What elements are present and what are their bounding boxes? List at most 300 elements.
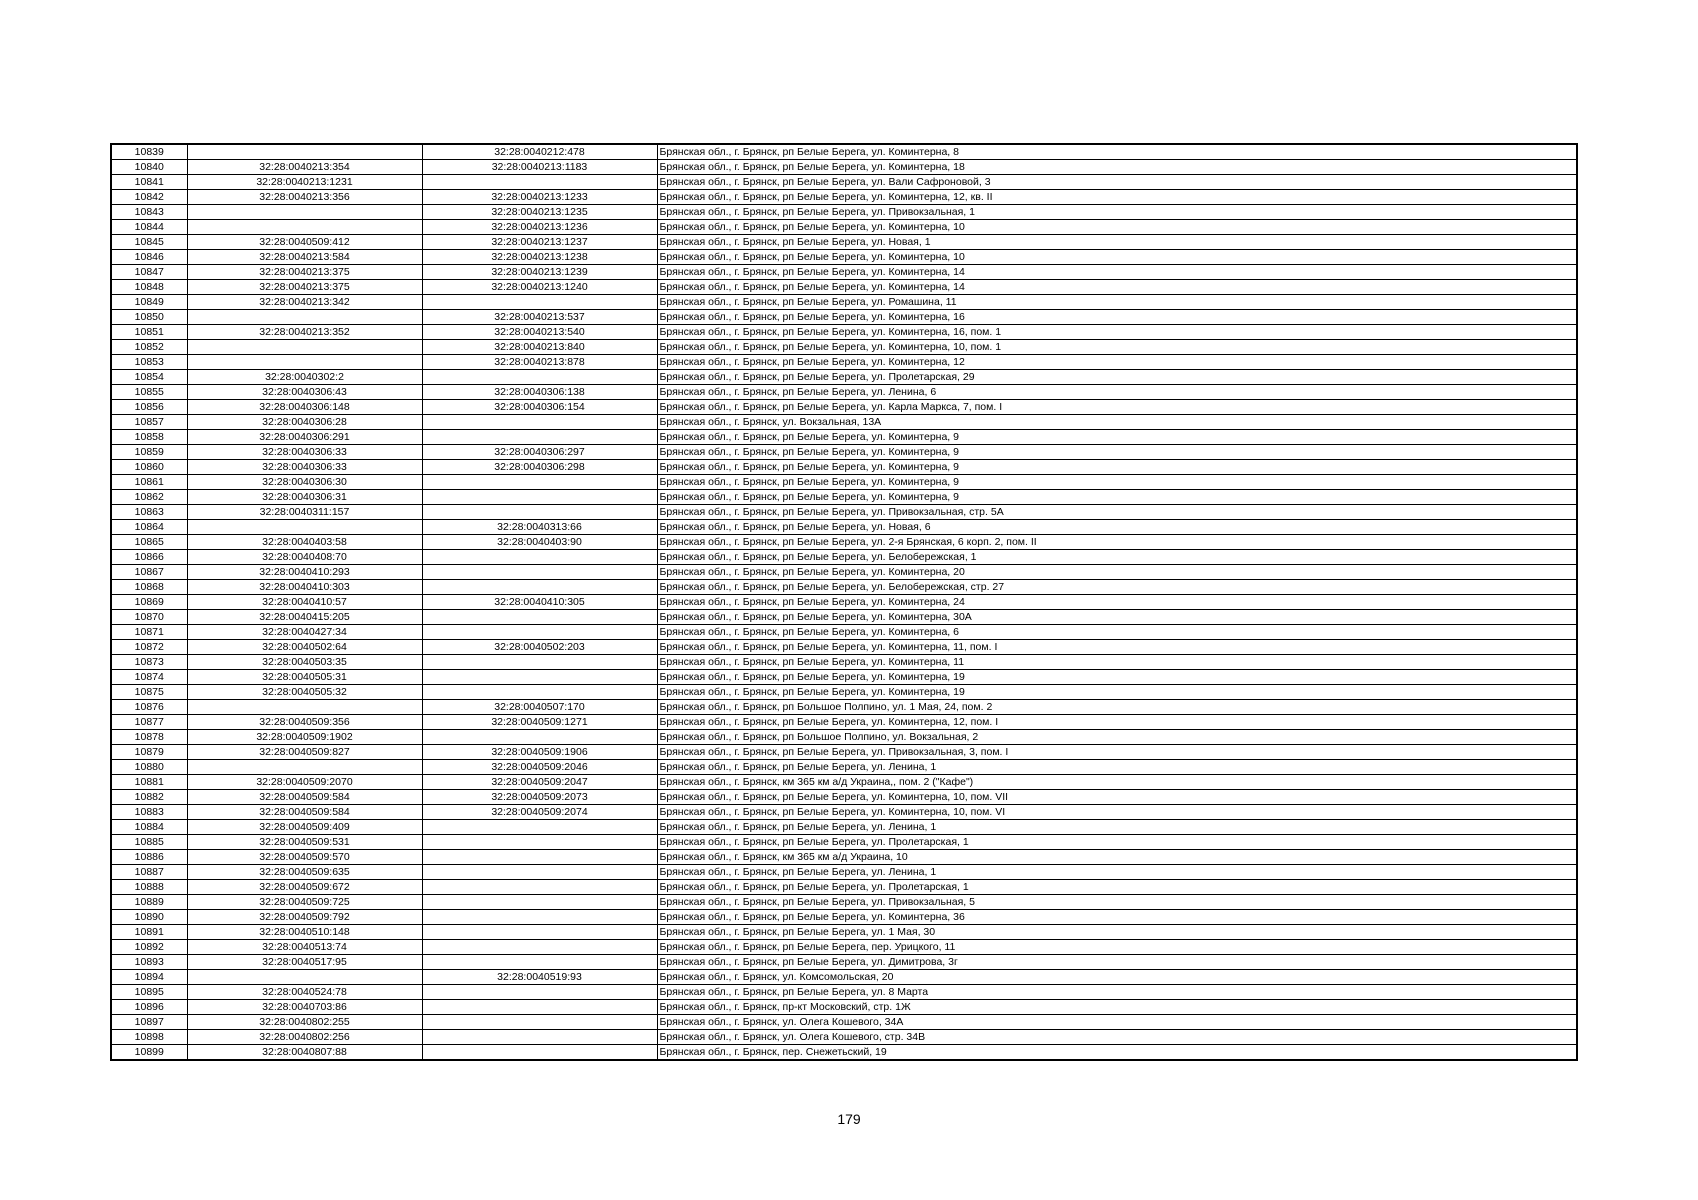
row-number-cell: 10886 bbox=[111, 850, 187, 865]
object-cadastral-number-cell: 32:28:0040509:1906 bbox=[422, 745, 657, 760]
address-cell: Брянская обл., г. Брянск, рп Белые Берега, ул. Коминтерна, 9 bbox=[657, 460, 1577, 475]
cadastral-number-cell: 32:28:0040807:88 bbox=[187, 1045, 422, 1061]
table-row bbox=[111, 595, 1577, 610]
address-cell: Брянская обл., г. Брянск, рп Белые Берега, ул. Коминтерна, 11, пом. I bbox=[657, 640, 1577, 655]
table-row bbox=[111, 535, 1577, 550]
table-row bbox=[111, 325, 1577, 340]
table-row bbox=[111, 580, 1577, 595]
address-cell: Брянская обл., г. Брянск, рп Белые Берега, ул. Коминтерна, 24 bbox=[657, 595, 1577, 610]
row-number-cell: 10899 bbox=[111, 1045, 187, 1061]
address-cell: Брянская обл., г. Брянск, рп Белые Берега, ул. Коминтерна, 20 bbox=[657, 565, 1577, 580]
object-cadastral-number-cell bbox=[422, 550, 657, 565]
cadastral-number-cell: 32:28:0040509:409 bbox=[187, 820, 422, 835]
table-row bbox=[111, 400, 1577, 415]
address-cell: Брянская обл., г. Брянск, ул. Олега Кошевого, стр. 34В bbox=[657, 1030, 1577, 1045]
object-cadastral-number-cell bbox=[422, 565, 657, 580]
row-number-cell: 10869 bbox=[111, 595, 187, 610]
table-row bbox=[111, 355, 1577, 370]
row-number-cell: 10882 bbox=[111, 790, 187, 805]
address-cell: Брянская обл., г. Брянск, рп Белые Берега, пер. Урицкого, 11 bbox=[657, 940, 1577, 955]
row-number-cell: 10850 bbox=[111, 310, 187, 325]
address-cell: Брянская обл., г. Брянск, рп Белые Берега, ул. Ленина, 1 bbox=[657, 820, 1577, 835]
row-number-cell: 10894 bbox=[111, 970, 187, 985]
cadastral-number-cell: 32:28:0040213:375 bbox=[187, 280, 422, 295]
object-cadastral-number-cell bbox=[422, 955, 657, 970]
object-cadastral-number-cell bbox=[422, 655, 657, 670]
object-cadastral-number-cell: 32:28:0040213:540 bbox=[422, 325, 657, 340]
table-row bbox=[111, 144, 1577, 160]
row-number-cell: 10885 bbox=[111, 835, 187, 850]
address-cell: Брянская обл., г. Брянск, рп Белые Берега, ул. Ленина, 1 bbox=[657, 760, 1577, 775]
object-cadastral-number-cell: 32:28:0040306:298 bbox=[422, 460, 657, 475]
object-cadastral-number-cell bbox=[422, 820, 657, 835]
address-cell: Брянская обл., г. Брянск, рп Белые Берега, ул. Коминтерна, 36 bbox=[657, 910, 1577, 925]
row-number-cell: 10853 bbox=[111, 355, 187, 370]
row-number-cell: 10858 bbox=[111, 430, 187, 445]
address-cell: Брянская обл., г. Брянск, км 365 км а/д Украина,, пом. 2 ("Кафе") bbox=[657, 775, 1577, 790]
address-cell: Брянская обл., г. Брянск, рп Белые Берега, ул. Пролетарская, 1 bbox=[657, 880, 1577, 895]
row-number-cell: 10855 bbox=[111, 385, 187, 400]
cadastral-number-cell bbox=[187, 970, 422, 985]
object-cadastral-number-cell: 32:28:0040410:305 bbox=[422, 595, 657, 610]
address-cell: Брянская обл., г. Брянск, пер. Снежетьский, 19 bbox=[657, 1045, 1577, 1061]
page-number: 179 bbox=[837, 1111, 861, 1127]
cadastral-number-cell: 32:28:0040510:148 bbox=[187, 925, 422, 940]
table-row bbox=[111, 565, 1577, 580]
object-cadastral-number-cell bbox=[422, 175, 657, 190]
cadastral-number-cell: 32:28:0040505:32 bbox=[187, 685, 422, 700]
object-cadastral-number-cell bbox=[422, 1030, 657, 1045]
table-row bbox=[111, 445, 1577, 460]
cadastral-number-cell: 32:28:0040509:672 bbox=[187, 880, 422, 895]
cadastral-number-cell bbox=[187, 520, 422, 535]
cadastral-number-cell bbox=[187, 700, 422, 715]
row-number-cell: 10843 bbox=[111, 205, 187, 220]
row-number-cell: 10848 bbox=[111, 280, 187, 295]
object-cadastral-number-cell bbox=[422, 985, 657, 1000]
table-row bbox=[111, 670, 1577, 685]
table-row bbox=[111, 310, 1577, 325]
address-cell: Брянская обл., г. Брянск, рп Белые Берега, ул. Коминтерна, 10, пом. 1 bbox=[657, 340, 1577, 355]
address-cell: Брянская обл., г. Брянск, рп Белые Берега, ул. Коминтерна, 18 bbox=[657, 160, 1577, 175]
cadastral-number-cell: 32:28:0040408:70 bbox=[187, 550, 422, 565]
object-cadastral-number-cell: 32:28:0040213:1183 bbox=[422, 160, 657, 175]
row-number-cell: 10884 bbox=[111, 820, 187, 835]
address-cell: Брянская обл., г. Брянск, рп Белые Берега, ул. Димитрова, 3г bbox=[657, 955, 1577, 970]
object-cadastral-number-cell bbox=[422, 295, 657, 310]
address-cell: Брянская обл., г. Брянск, км 365 км а/д Украина, 10 bbox=[657, 850, 1577, 865]
address-cell: Брянская обл., г. Брянск, рп Белые Берега, ул. Коминтерна, 9 bbox=[657, 430, 1577, 445]
table-row bbox=[111, 955, 1577, 970]
address-cell: Брянская обл., г. Брянск, рп Белые Берега, ул. Ромашина, 11 bbox=[657, 295, 1577, 310]
row-number-cell: 10887 bbox=[111, 865, 187, 880]
cadastral-number-cell: 32:28:0040517:95 bbox=[187, 955, 422, 970]
table-row bbox=[111, 175, 1577, 190]
row-number-cell: 10854 bbox=[111, 370, 187, 385]
object-cadastral-number-cell bbox=[422, 430, 657, 445]
cadastral-number-cell: 32:28:0040524:78 bbox=[187, 985, 422, 1000]
cadastral-number-cell: 32:28:0040802:256 bbox=[187, 1030, 422, 1045]
address-cell: Брянская обл., г. Брянск, пр-кт Московский, стр. 1Ж bbox=[657, 1000, 1577, 1015]
object-cadastral-number-cell bbox=[422, 880, 657, 895]
row-number-cell: 10896 bbox=[111, 1000, 187, 1015]
row-number-cell: 10872 bbox=[111, 640, 187, 655]
table-row bbox=[111, 985, 1577, 1000]
table-row bbox=[111, 685, 1577, 700]
cadastral-number-cell: 32:28:0040509:792 bbox=[187, 910, 422, 925]
row-number-cell: 10840 bbox=[111, 160, 187, 175]
cadastral-number-cell: 32:28:0040306:31 bbox=[187, 490, 422, 505]
object-cadastral-number-cell bbox=[422, 1000, 657, 1015]
row-number-cell: 10874 bbox=[111, 670, 187, 685]
row-number-cell: 10881 bbox=[111, 775, 187, 790]
cadastral-number-cell: 32:28:0040306:43 bbox=[187, 385, 422, 400]
cadastral-number-cell: 32:28:0040306:148 bbox=[187, 400, 422, 415]
address-cell: Брянская обл., г. Брянск, рп Белые Берега, ул. Коминтерна, 10, пом. VI bbox=[657, 805, 1577, 820]
cadastral-number-cell: 32:28:0040509:2070 bbox=[187, 775, 422, 790]
table-row bbox=[111, 190, 1577, 205]
object-cadastral-number-cell: 32:28:0040306:297 bbox=[422, 445, 657, 460]
row-number-cell: 10852 bbox=[111, 340, 187, 355]
address-cell: Брянская обл., г. Брянск, рп Белые Берега, ул. Белобережская, стр. 27 bbox=[657, 580, 1577, 595]
cadastral-number-cell: 32:28:0040509:584 bbox=[187, 805, 422, 820]
row-number-cell: 10892 bbox=[111, 940, 187, 955]
table-row bbox=[111, 250, 1577, 265]
cadastral-number-cell: 32:28:0040306:33 bbox=[187, 460, 422, 475]
address-cell: Брянская обл., г. Брянск, рп Белые Берега, ул. Коминтерна, 10 bbox=[657, 220, 1577, 235]
address-cell: Брянская обл., г. Брянск, рп Белые Берега, ул. Коминтерна, 9 bbox=[657, 475, 1577, 490]
address-cell: Брянская обл., г. Брянск, рп Белые Берега, ул. Белобережская, 1 bbox=[657, 550, 1577, 565]
cadastral-number-cell bbox=[187, 355, 422, 370]
cadastral-number-cell: 32:28:0040213:356 bbox=[187, 190, 422, 205]
row-number-cell: 10878 bbox=[111, 730, 187, 745]
object-cadastral-number-cell bbox=[422, 475, 657, 490]
cadastral-number-cell: 32:28:0040509:531 bbox=[187, 835, 422, 850]
cadastral-number-cell bbox=[187, 340, 422, 355]
address-cell: Брянская обл., г. Брянск, рп Белые Берега, ул. Коминтерна, 16 bbox=[657, 310, 1577, 325]
table-row bbox=[111, 340, 1577, 355]
object-cadastral-number-cell bbox=[422, 625, 657, 640]
object-cadastral-number-cell: 32:28:0040509:2074 bbox=[422, 805, 657, 820]
table-row bbox=[111, 805, 1577, 820]
object-cadastral-number-cell bbox=[422, 895, 657, 910]
cadastral-number-cell bbox=[187, 760, 422, 775]
cadastral-number-cell: 32:28:0040213:584 bbox=[187, 250, 422, 265]
cadastral-number-cell: 32:28:0040311:157 bbox=[187, 505, 422, 520]
row-number-cell: 10849 bbox=[111, 295, 187, 310]
cadastral-number-cell: 32:28:0040509:356 bbox=[187, 715, 422, 730]
table-row bbox=[111, 385, 1577, 400]
address-cell: Брянская обл., г. Брянск, рп Белые Берега, ул. Ленина, 1 bbox=[657, 865, 1577, 880]
row-number-cell: 10868 bbox=[111, 580, 187, 595]
table-row bbox=[111, 640, 1577, 655]
object-cadastral-number-cell: 32:28:0040507:170 bbox=[422, 700, 657, 715]
object-cadastral-number-cell bbox=[422, 1045, 657, 1061]
row-number-cell: 10891 bbox=[111, 925, 187, 940]
row-number-cell: 10847 bbox=[111, 265, 187, 280]
object-cadastral-number-cell bbox=[422, 490, 657, 505]
row-number-cell: 10867 bbox=[111, 565, 187, 580]
address-cell: Брянская обл., г. Брянск, рп Белые Берега, ул. Коминтерна, 19 bbox=[657, 685, 1577, 700]
row-number-cell: 10888 bbox=[111, 880, 187, 895]
cadastral-number-cell: 32:28:0040410:293 bbox=[187, 565, 422, 580]
object-cadastral-number-cell bbox=[422, 670, 657, 685]
cadastral-table bbox=[110, 143, 1578, 1061]
row-number-cell: 10856 bbox=[111, 400, 187, 415]
row-number-cell: 10897 bbox=[111, 1015, 187, 1030]
table-row bbox=[111, 160, 1577, 175]
row-number-cell: 10883 bbox=[111, 805, 187, 820]
address-cell: Брянская обл., г. Брянск, рп Белые Берега, ул. Вали Сафроновой, 3 bbox=[657, 175, 1577, 190]
object-cadastral-number-cell: 32:28:0040502:203 bbox=[422, 640, 657, 655]
table-row bbox=[111, 220, 1577, 235]
table-row bbox=[111, 970, 1577, 985]
table-row bbox=[111, 490, 1577, 505]
object-cadastral-number-cell bbox=[422, 925, 657, 940]
address-cell: Брянская обл., г. Брянск, рп Белые Берега, ул. Пролетарская, 29 bbox=[657, 370, 1577, 385]
row-number-cell: 10845 bbox=[111, 235, 187, 250]
table-row bbox=[111, 940, 1577, 955]
cadastral-number-cell: 32:28:0040306:33 bbox=[187, 445, 422, 460]
cadastral-number-cell bbox=[187, 144, 422, 160]
row-number-cell: 10889 bbox=[111, 895, 187, 910]
table-row bbox=[111, 520, 1577, 535]
cadastral-number-cell: 32:28:0040509:412 bbox=[187, 235, 422, 250]
row-number-cell: 10851 bbox=[111, 325, 187, 340]
address-cell: Брянская обл., г. Брянск, рп Белые Берега, ул. Коминтерна, 30А bbox=[657, 610, 1577, 625]
table-row bbox=[111, 1030, 1577, 1045]
address-cell: Брянская обл., г. Брянск, ул. Вокзальная, 13А bbox=[657, 415, 1577, 430]
cadastral-number-cell bbox=[187, 205, 422, 220]
table-row bbox=[111, 655, 1577, 670]
table-row bbox=[111, 370, 1577, 385]
object-cadastral-number-cell: 32:28:0040306:138 bbox=[422, 385, 657, 400]
object-cadastral-number-cell bbox=[422, 910, 657, 925]
table-row bbox=[111, 895, 1577, 910]
cadastral-number-cell: 32:28:0040502:64 bbox=[187, 640, 422, 655]
row-number-cell: 10859 bbox=[111, 445, 187, 460]
object-cadastral-number-cell: 32:28:0040213:1238 bbox=[422, 250, 657, 265]
address-cell: Брянская обл., г. Брянск, рп Белые Берега, ул. Коминтерна, 19 bbox=[657, 670, 1577, 685]
cadastral-number-cell: 32:28:0040213:354 bbox=[187, 160, 422, 175]
table-row bbox=[111, 550, 1577, 565]
address-cell: Брянская обл., г. Брянск, ул. Комсомольская, 20 bbox=[657, 970, 1577, 985]
row-number-cell: 10895 bbox=[111, 985, 187, 1000]
address-cell: Брянская обл., г. Брянск, рп Белые Берега, ул. Коминтерна, 6 bbox=[657, 625, 1577, 640]
object-cadastral-number-cell: 32:28:0040403:90 bbox=[422, 535, 657, 550]
table-row bbox=[111, 715, 1577, 730]
table-row bbox=[111, 235, 1577, 250]
row-number-cell: 10865 bbox=[111, 535, 187, 550]
cadastral-number-cell: 32:28:0040213:1231 bbox=[187, 175, 422, 190]
cadastral-number-cell: 32:28:0040410:303 bbox=[187, 580, 422, 595]
table-row bbox=[111, 880, 1577, 895]
address-cell: Брянская обл., г. Брянск, рп Белые Берега, ул. Коминтерна, 9 bbox=[657, 445, 1577, 460]
cadastral-number-cell: 32:28:0040505:31 bbox=[187, 670, 422, 685]
object-cadastral-number-cell bbox=[422, 730, 657, 745]
table-row bbox=[111, 415, 1577, 430]
object-cadastral-number-cell: 32:28:0040509:2047 bbox=[422, 775, 657, 790]
object-cadastral-number-cell: 32:28:0040213:1240 bbox=[422, 280, 657, 295]
cadastral-number-cell: 32:28:0040213:342 bbox=[187, 295, 422, 310]
object-cadastral-number-cell bbox=[422, 685, 657, 700]
object-cadastral-number-cell: 32:28:0040509:2046 bbox=[422, 760, 657, 775]
table-row bbox=[111, 505, 1577, 520]
cadastral-number-cell: 32:28:0040415:205 bbox=[187, 610, 422, 625]
cadastral-number-cell: 32:28:0040427:34 bbox=[187, 625, 422, 640]
address-cell: Брянская обл., г. Брянск, рп Белые Берега, ул. Коминтерна, 10, пом. VII bbox=[657, 790, 1577, 805]
address-cell: Брянская обл., г. Брянск, рп Белые Берега, ул. Коминтерна, 14 bbox=[657, 280, 1577, 295]
address-cell: Брянская обл., г. Брянск, рп Белые Берега, ул. Привокзальная, стр. 5А bbox=[657, 505, 1577, 520]
address-cell: Брянская обл., г. Брянск, рп Белые Берега, ул. 2-я Брянская, 6 корп. 2, пом. II bbox=[657, 535, 1577, 550]
address-cell: Брянская обл., г. Брянск, рп Белые Берега, ул. 8 Марта bbox=[657, 985, 1577, 1000]
cadastral-number-cell: 32:28:0040509:570 bbox=[187, 850, 422, 865]
object-cadastral-number-cell bbox=[422, 610, 657, 625]
table-row bbox=[111, 460, 1577, 475]
object-cadastral-number-cell: 32:28:0040306:154 bbox=[422, 400, 657, 415]
address-cell: Брянская обл., г. Брянск, рп Белые Берега, ул. Новая, 1 bbox=[657, 235, 1577, 250]
cadastral-number-cell: 32:28:0040306:30 bbox=[187, 475, 422, 490]
address-cell: Брянская обл., г. Брянск, рп Белые Берега, ул. Коминтерна, 11 bbox=[657, 655, 1577, 670]
table-row bbox=[111, 280, 1577, 295]
cadastral-number-cell: 32:28:0040306:291 bbox=[187, 430, 422, 445]
cadastral-number-cell: 32:28:0040703:86 bbox=[187, 1000, 422, 1015]
object-cadastral-number-cell: 32:28:0040213:840 bbox=[422, 340, 657, 355]
table-row bbox=[111, 775, 1577, 790]
object-cadastral-number-cell bbox=[422, 940, 657, 955]
address-cell: Брянская обл., г. Брянск, рп Большое Полпино, ул. 1 Мая, 24, пом. 2 bbox=[657, 700, 1577, 715]
row-number-cell: 10893 bbox=[111, 955, 187, 970]
object-cadastral-number-cell bbox=[422, 1015, 657, 1030]
address-cell: Брянская обл., г. Брянск, ул. Олега Кошевого, 34А bbox=[657, 1015, 1577, 1030]
table-row bbox=[111, 865, 1577, 880]
table-row bbox=[111, 790, 1577, 805]
address-cell: Брянская обл., г. Брянск, рп Белые Берега, ул. Карла Маркса, 7, пом. I bbox=[657, 400, 1577, 415]
cadastral-number-cell bbox=[187, 310, 422, 325]
address-cell: Брянская обл., г. Брянск, рп Белые Берега, ул. Коминтерна, 12 bbox=[657, 355, 1577, 370]
row-number-cell: 10863 bbox=[111, 505, 187, 520]
object-cadastral-number-cell: 32:28:0040519:93 bbox=[422, 970, 657, 985]
row-number-cell: 10879 bbox=[111, 745, 187, 760]
row-number-cell: 10880 bbox=[111, 760, 187, 775]
table-row bbox=[111, 820, 1577, 835]
address-cell: Брянская обл., г. Брянск, рп Белые Берега, ул. Коминтерна, 12, пом. I bbox=[657, 715, 1577, 730]
table-row bbox=[111, 295, 1577, 310]
row-number-cell: 10860 bbox=[111, 460, 187, 475]
row-number-cell: 10864 bbox=[111, 520, 187, 535]
object-cadastral-number-cell bbox=[422, 505, 657, 520]
row-number-cell: 10861 bbox=[111, 475, 187, 490]
address-cell: Брянская обл., г. Брянск, рп Белые Берега, ул. Коминтерна, 14 bbox=[657, 265, 1577, 280]
table-row bbox=[111, 1045, 1577, 1061]
cadastral-number-cell: 32:28:0040509:827 bbox=[187, 745, 422, 760]
row-number-cell: 10877 bbox=[111, 715, 187, 730]
object-cadastral-number-cell: 32:28:0040313:66 bbox=[422, 520, 657, 535]
row-number-cell: 10862 bbox=[111, 490, 187, 505]
row-number-cell: 10876 bbox=[111, 700, 187, 715]
table-row bbox=[111, 730, 1577, 745]
cadastral-number-cell: 32:28:0040403:58 bbox=[187, 535, 422, 550]
object-cadastral-number-cell: 32:28:0040213:537 bbox=[422, 310, 657, 325]
row-number-cell: 10839 bbox=[111, 144, 187, 160]
table-row bbox=[111, 430, 1577, 445]
cadastral-number-cell: 32:28:0040509:635 bbox=[187, 865, 422, 880]
object-cadastral-number-cell: 32:28:0040213:1233 bbox=[422, 190, 657, 205]
cadastral-number-cell: 32:28:0040513:74 bbox=[187, 940, 422, 955]
address-cell: Брянская обл., г. Брянск, рп Белые Берега, ул. Коминтерна, 12, кв. II bbox=[657, 190, 1577, 205]
table-row bbox=[111, 745, 1577, 760]
address-cell: Брянская обл., г. Брянск, рп Белые Берега, ул. Ленина, 6 bbox=[657, 385, 1577, 400]
row-number-cell: 10875 bbox=[111, 685, 187, 700]
address-cell: Брянская обл., г. Брянск, рп Белые Берега, ул. 1 Мая, 30 bbox=[657, 925, 1577, 940]
address-cell: Брянская обл., г. Брянск, рп Большое Полпино, ул. Вокзальная, 2 bbox=[657, 730, 1577, 745]
object-cadastral-number-cell: 32:28:0040509:1271 bbox=[422, 715, 657, 730]
row-number-cell: 10898 bbox=[111, 1030, 187, 1045]
table-row bbox=[111, 625, 1577, 640]
address-cell: Брянская обл., г. Брянск, рп Белые Берега, ул. Привокзальная, 1 bbox=[657, 205, 1577, 220]
table-row bbox=[111, 700, 1577, 715]
row-number-cell: 10844 bbox=[111, 220, 187, 235]
table-body bbox=[111, 144, 1577, 1060]
table-row bbox=[111, 475, 1577, 490]
object-cadastral-number-cell: 32:28:0040213:1239 bbox=[422, 265, 657, 280]
object-cadastral-number-cell bbox=[422, 865, 657, 880]
table-row bbox=[111, 850, 1577, 865]
table-row bbox=[111, 205, 1577, 220]
address-cell: Брянская обл., г. Брянск, рп Белые Берега, ул. Привокзальная, 3, пом. I bbox=[657, 745, 1577, 760]
row-number-cell: 10866 bbox=[111, 550, 187, 565]
table-row bbox=[111, 610, 1577, 625]
object-cadastral-number-cell: 32:28:0040213:1236 bbox=[422, 220, 657, 235]
object-cadastral-number-cell: 32:28:0040213:1237 bbox=[422, 235, 657, 250]
table-row bbox=[111, 760, 1577, 775]
row-number-cell: 10890 bbox=[111, 910, 187, 925]
object-cadastral-number-cell bbox=[422, 580, 657, 595]
cadastral-number-cell: 32:28:0040503:35 bbox=[187, 655, 422, 670]
table-row bbox=[111, 1015, 1577, 1030]
object-cadastral-number-cell bbox=[422, 835, 657, 850]
table-row bbox=[111, 925, 1577, 940]
cadastral-number-cell: 32:28:0040213:352 bbox=[187, 325, 422, 340]
address-cell: Брянская обл., г. Брянск, рп Белые Берега, ул. Новая, 6 bbox=[657, 520, 1577, 535]
object-cadastral-number-cell bbox=[422, 850, 657, 865]
cadastral-number-cell: 32:28:0040213:375 bbox=[187, 265, 422, 280]
cadastral-number-cell: 32:28:0040302:2 bbox=[187, 370, 422, 385]
table-row bbox=[111, 1000, 1577, 1015]
table-row bbox=[111, 910, 1577, 925]
address-cell: Брянская обл., г. Брянск, рп Белые Берега, ул. Коминтерна, 8 bbox=[657, 144, 1577, 160]
table-row bbox=[111, 265, 1577, 280]
object-cadastral-number-cell: 32:28:0040213:1235 bbox=[422, 205, 657, 220]
object-cadastral-number-cell: 32:28:0040212:478 bbox=[422, 144, 657, 160]
object-cadastral-number-cell bbox=[422, 370, 657, 385]
cadastral-number-cell: 32:28:0040509:725 bbox=[187, 895, 422, 910]
cadastral-number-cell: 32:28:0040306:28 bbox=[187, 415, 422, 430]
row-number-cell: 10842 bbox=[111, 190, 187, 205]
table-row bbox=[111, 835, 1577, 850]
cadastral-number-cell bbox=[187, 220, 422, 235]
address-cell: Брянская обл., г. Брянск, рп Белые Берега, ул. Привокзальная, 5 bbox=[657, 895, 1577, 910]
row-number-cell: 10870 bbox=[111, 610, 187, 625]
address-cell: Брянская обл., г. Брянск, рп Белые Берега, ул. Пролетарская, 1 bbox=[657, 835, 1577, 850]
address-cell: Брянская обл., г. Брянск, рп Белые Берега, ул. Коминтерна, 16, пом. 1 bbox=[657, 325, 1577, 340]
object-cadastral-number-cell: 32:28:0040509:2073 bbox=[422, 790, 657, 805]
object-cadastral-number-cell: 32:28:0040213:878 bbox=[422, 355, 657, 370]
cadastral-number-cell: 32:28:0040509:1902 bbox=[187, 730, 422, 745]
cadastral-number-cell: 32:28:0040410:57 bbox=[187, 595, 422, 610]
row-number-cell: 10873 bbox=[111, 655, 187, 670]
row-number-cell: 10871 bbox=[111, 625, 187, 640]
